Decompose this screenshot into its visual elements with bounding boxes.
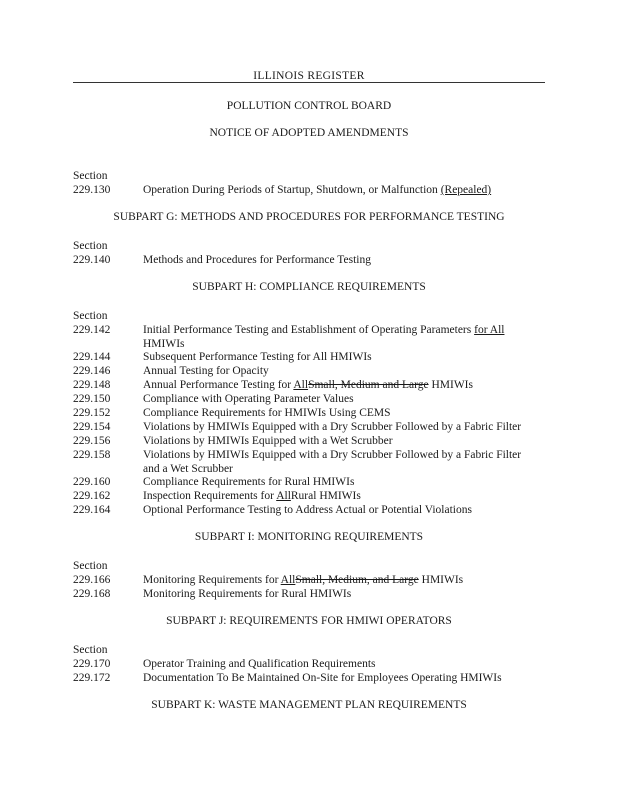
section-title: Violations by HMIWIs Equipped with a Wet Scrubber [143, 435, 393, 447]
subpart-h-title: SUBPART H: COMPLIANCE REQUIREMENTS [192, 281, 426, 293]
section-title: Violations by HMIWIs Equipped with a Dry Scrubber Followed by a Fabric Filter and a Wet Scrubber [143, 449, 522, 475]
section-title: Inspection Requirements for AllRural HMIWIs [143, 490, 361, 502]
section-title: Annual Performance Testing for AllSmall, Medium and Large HMIWIs [143, 379, 473, 391]
section-title: Initial Performance Testing and Establishment of Operating Parameters for All HMIWIs [143, 324, 505, 350]
section-number: 229.152 [73, 407, 111, 419]
section-number: 229.172 [73, 672, 111, 684]
register-title: ILLINOIS REGISTER [0, 70, 618, 82]
subpart-i-title: SUBPART I: MONITORING REQUIREMENTS [194, 531, 424, 543]
section-title: Compliance Requirements for Rural HMIWIs [143, 476, 355, 488]
board-title: POLLUTION CONTROL BOARD [226, 100, 392, 112]
section-number: 229.166 [73, 574, 111, 586]
section-title: Operation During Periods of Startup, Shutdown, or Malfunction (Repealed) [143, 184, 492, 196]
section-number: 229.170 [73, 658, 111, 670]
section-label: Section [73, 170, 108, 182]
section-title: Operator Training and Qualification Requirements [143, 658, 376, 670]
section-label: Section [73, 644, 108, 656]
section-number: 229.130 [73, 184, 111, 196]
subpart-g-title: SUBPART G: METHODS AND PROCEDURES FOR PERFORMANCE TESTING [113, 211, 505, 223]
section-label: Section [73, 240, 108, 252]
section-number: 229.148 [73, 379, 111, 391]
section-number: 229.164 [73, 504, 111, 516]
section-number: 229.168 [73, 588, 111, 600]
section-number: 229.154 [73, 421, 111, 433]
section-title: Optional Performance Testing to Address Actual or Potential Violations [143, 504, 472, 516]
section-title: Compliance Requirements for HMIWIs Using CEMS [143, 407, 391, 419]
section-title: Monitoring Requirements for Rural HMIWIs [143, 588, 352, 600]
section-title: Annual Testing for Opacity [143, 365, 269, 377]
notice-title: NOTICE OF ADOPTED AMENDMENTS [209, 127, 409, 139]
section-number: 229.162 [73, 490, 111, 502]
section-number: 229.158 [73, 449, 111, 461]
section-label: Section [73, 310, 108, 322]
section-title: Compliance with Operating Parameter Values [143, 393, 354, 405]
section-number: 229.142 [73, 324, 111, 336]
section-number: 229.156 [73, 435, 111, 447]
section-title: Violations by HMIWIs Equipped with a Dry Scrubber Followed by a Fabric Filter [143, 421, 522, 433]
section-title: Subsequent Performance Testing for All HMIWIs [143, 351, 372, 363]
section-title: Documentation To Be Maintained On-Site for Employees Operating HMIWIs [143, 672, 502, 684]
section-label: Section [73, 560, 108, 572]
section-number: 229.144 [73, 351, 111, 363]
subpart-j-title: SUBPART J: REQUIREMENTS FOR HMIWI OPERATORS [166, 615, 452, 627]
subpart-k-title: SUBPART K: WASTE MANAGEMENT PLAN REQUIREMENTS [151, 699, 467, 711]
section-title: Monitoring Requirements for AllSmall, Medium, and Large HMIWIs [143, 574, 464, 586]
section-title: Methods and Procedures for Performance Testing [143, 254, 371, 266]
section-number: 229.140 [73, 254, 111, 266]
section-number: 229.150 [73, 393, 111, 405]
section-number: 229.146 [73, 365, 111, 377]
section-number: 229.160 [73, 476, 111, 488]
